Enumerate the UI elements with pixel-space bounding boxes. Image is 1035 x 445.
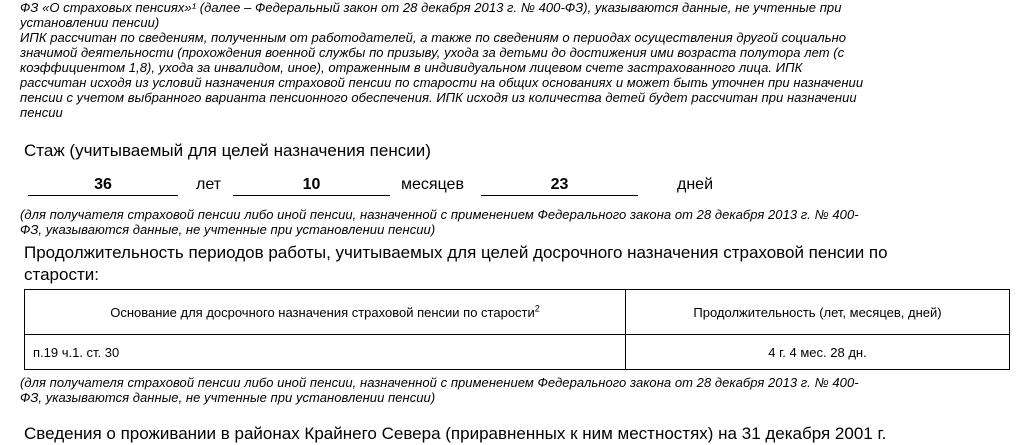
top-note-line: значимой деятельности (прохождения военной службы по призыву, ухода за детьми до достижения ими возраста полутора лет (с	[20, 45, 845, 60]
footnote-marker: 2	[534, 303, 540, 314]
top-note-line: пенсии	[20, 105, 63, 120]
stazh-days-value: 23	[481, 172, 638, 196]
duration-cell: 4 г. 4 мес. 28 дн.	[626, 335, 1010, 370]
stazh-note-line: ФЗ, указываются данные, не учтенные при установлении пенсии)	[20, 222, 436, 237]
table-header-row	[25, 290, 1010, 335]
stazh-heading: Стаж (учитываемый для целей назначения пенсии)	[24, 141, 431, 160]
col-basis-header-text: Основание для досрочного назначения страховой пенсии по старости	[110, 304, 535, 320]
periods-note-line: ФЗ, указываются данные, не учтенные при установлении пенсии)	[20, 390, 436, 405]
periods-table	[24, 289, 1010, 370]
top-note-line: пенсии с учетом выбранного варианта пенсионного обеспечения. ИПК исходя из количества детей будет рассчитан при назначении	[20, 90, 857, 105]
col-duration-header: Продолжительность (лет, месяцев, дней)	[626, 290, 1010, 335]
top-note-line: ИПК рассчитан по сведениям, полученным от работодателей, а также по сведениям о периодах осуществления другой социально	[20, 30, 847, 45]
stazh-years-value: 36	[28, 172, 178, 196]
stazh-months-unit: месяцев	[401, 176, 464, 193]
stazh-days-unit: дней	[677, 176, 714, 193]
basis-cell: п.19 ч.1. ст. 30	[25, 335, 626, 370]
table-row	[25, 335, 1010, 370]
top-note-line: ФЗ «О страховых пенсиях»¹ (далее – Федеральный закон от 28 декабря 2013 г. № 400-ФЗ), указываются данные, не учтенные при	[20, 0, 842, 15]
stazh-note	[20, 207, 1010, 237]
periods-note-line: (для получателя страховой пенсии либо иной пенсии, назначенной с применением Федерального закона от 28 декабря 2013 г. № 400-	[20, 375, 859, 390]
periods-heading-line: старости:	[24, 265, 99, 284]
stazh-years-unit: лет	[196, 176, 222, 193]
top-note-line: установлении пенсии)	[20, 15, 160, 30]
top-note-line: рассчитан исходя из условий назначения страховой пенсии по старости на общих основаниях и может быть уточнен при назначении	[20, 75, 864, 90]
stazh-note-line: (для получателя страховой пенсии либо иной пенсии, назначенной с применением Федерального закона от 28 декабря 2013 г. № 400-	[20, 207, 859, 222]
top-note-line: коэффициентом 1,8), ухода за инвалидом, иное), отраженным в индивидуальном лицевом счете застрахованного лица. ИПК	[20, 60, 803, 75]
stazh-months-value: 10	[233, 172, 390, 196]
periods-note	[20, 375, 1010, 405]
periods-heading	[24, 242, 1014, 286]
north-residence-heading: Сведения о проживании в районах Крайнего Севера (приравненных к ним местностях) на 31 декабря 2001 г.	[24, 424, 887, 443]
top-note	[20, 0, 1010, 120]
col-basis-header	[25, 290, 626, 335]
periods-heading-line: Продолжительность периодов работы, учитываемых для целей досрочного назначения страховой пенсии по	[24, 243, 888, 262]
